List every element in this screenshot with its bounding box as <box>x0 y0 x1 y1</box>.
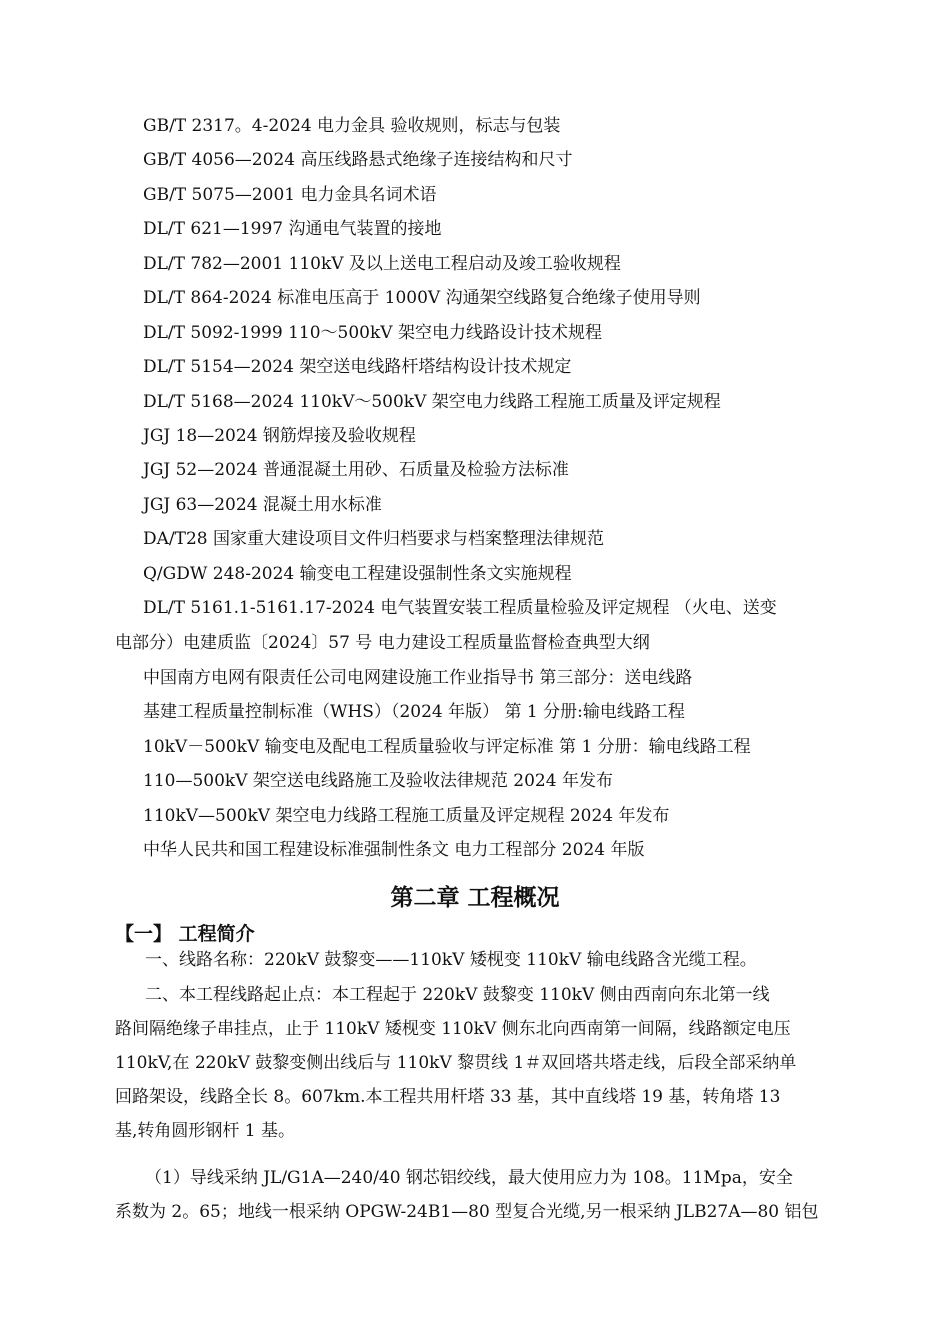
standard-item: DL/T 864-2024 标准电压高于 1000V 沟通架空线路复合绝缘子使用导则 <box>143 288 701 308</box>
standard-item: JGJ 63—2024 混凝土用水标准 <box>143 495 382 515</box>
standard-item: DL/T 5154—2024 架空送电线路杆塔结构设计技术规定 <box>143 357 572 377</box>
standard-item: DL/T 621—1997 沟通电气装置的接地 <box>143 219 442 239</box>
standard-item: 110kV—500kV 架空电力线路工程施工质量及评定规程 2024 年发布 <box>143 806 670 826</box>
paragraph-line: 110kV,在 220kV 鼓黎变侧出线后与 110kV 黎贯线 1＃双回塔共塔走线，后段全部采纳单 <box>115 1053 797 1073</box>
standard-item: GB/T 4056—2024 高压线路悬式绝缘子连接结构和尺寸 <box>143 150 573 170</box>
chapter-title: 第二章 工程概况 <box>390 885 560 911</box>
paragraph-line-name <box>115 943 839 977</box>
paragraph-line: 系数为 2。65；地线一根采纳 OPGW-24B1—80 型复合光缆,另一根采纳 JLB27A—80 铝包 <box>115 1202 819 1222</box>
standard-item: GB/T 5075—2001 电力金具名词术语 <box>143 185 437 205</box>
paragraph-line: （1）导线采纳 JL/G1A—240/40 钢芯铝绞线，最大使用应力为 108。11Mpa，安全 <box>145 1168 793 1188</box>
standard-item: 中华人民共和国工程建设标准强制性条文 电力工程部分 2024 年版 <box>143 840 645 860</box>
standard-item: GB/T 2317。4-2024 电力金具 验收规则，标志与包装 <box>143 116 561 136</box>
standard-item: 基建工程质量控制标准（WHS）（2024 年版） 第 1 分册:输电线路工程 <box>143 702 685 722</box>
paragraph-start-end <box>115 978 839 1148</box>
paragraph-line: 一、线路名称：220kV 鼓黎变——110kV 矮枧变 110kV 输电线路含光缆工程。 <box>145 950 757 970</box>
standard-item: 110—500kV 架空送电线路施工及验收法律规范 2024 年发布 <box>143 771 613 791</box>
paragraph-conductor <box>115 1161 839 1229</box>
standard-item: 电部分）电建质监〔2024〕57 号 电力建设工程质量监督检查典型大纲 <box>115 633 650 653</box>
paragraph-line: 二、本工程线路起止点：本工程起于 220kV 鼓黎变 110kV 侧由西南向东北第一线 <box>145 985 770 1005</box>
section-title: 【一】 工程简介 <box>115 923 255 945</box>
standard-item: 中国南方电网有限责任公司电网建设施工作业指导书 第三部分：送电线路 <box>143 668 693 688</box>
standard-item: DL/T 5161.1-5161.17-2024 电气装置安装工程质量检验及评定规程 （火电、送变 <box>143 598 777 618</box>
standard-item: DL/T 782—2001 110kV 及以上送电工程启动及竣工验收规程 <box>143 254 621 274</box>
standard-item: 10kV－500kV 输变电及配电工程质量验收与评定标准 第 1 分册：输电线路工程 <box>143 737 751 757</box>
standard-item: Q/GDW 248-2024 输变电工程建设强制性条文实施规程 <box>143 564 572 584</box>
standard-item: JGJ 52—2024 普通混凝土用砂、石质量及检验方法标准 <box>143 460 569 480</box>
standard-item: DA/T28 国家重大建设项目文件归档要求与档案整理法律规范 <box>143 529 605 549</box>
paragraph-line: 路间隔绝缘子串挂点，止于 110kV 矮枧变 110kV 侧东北向西南第一间隔，线路额定电压 <box>115 1019 791 1039</box>
standard-item: JGJ 18—2024 钢筋焊接及验收规程 <box>143 426 416 446</box>
paragraph-line: 回路架设，线路全长 8。607km.本工程共用杆塔 33 基，其中直线塔 19 基，转角塔 13 <box>115 1087 781 1107</box>
standard-item: DL/T 5168—2024 110kV～500kV 架空电力线路工程施工质量及评定规程 <box>143 392 721 412</box>
standard-item: DL/T 5092-1999 110～500kV 架空电力线路设计技术规程 <box>143 323 602 343</box>
paragraph-line: 基,转角圆形钢杆 1 基。 <box>115 1121 296 1141</box>
